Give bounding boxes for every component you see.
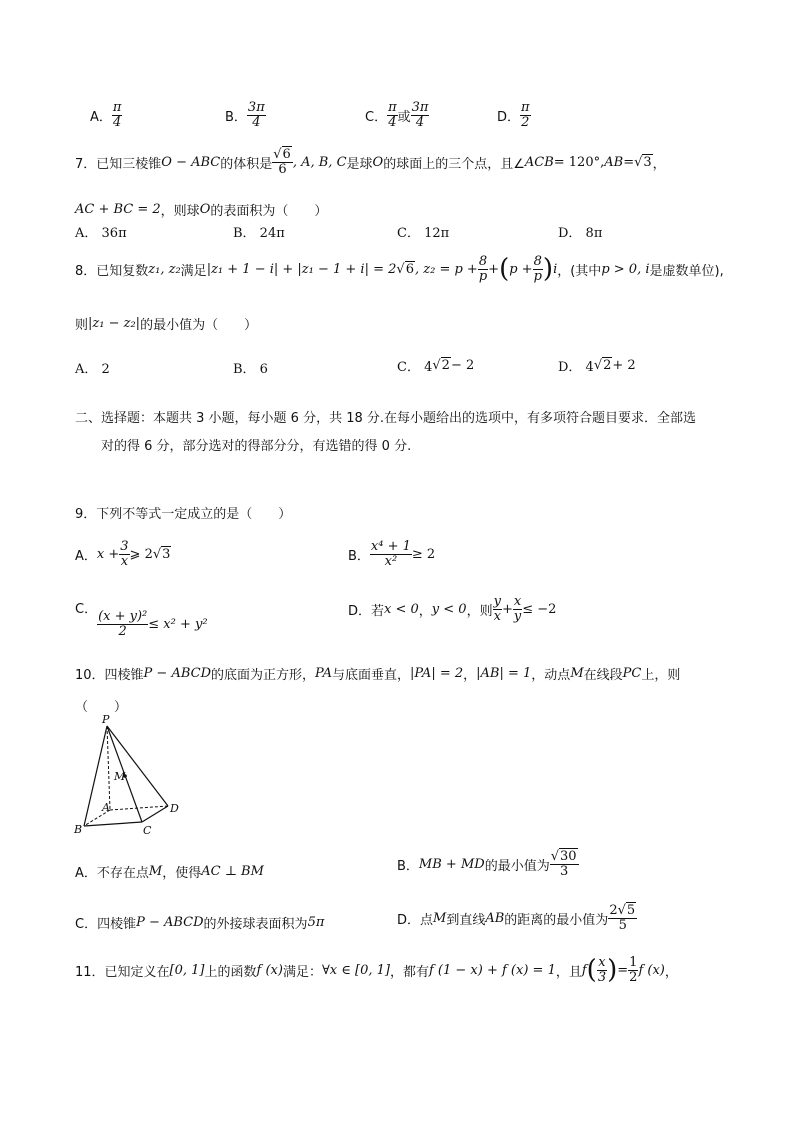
q8-text: 满足: [180, 263, 207, 279]
q6-option-c-label: C．: [365, 109, 388, 125]
q7-stem-line1: 7．已知三棱锥 O − ABC 的体积是 $\frac{√6}{6}$ , A, B, C 是球 O 的球面上的三个点，且∠ ACB = 120°, AB = √3 ，: [75, 147, 666, 177]
q8-fraction-2: $\frac{8}{p}$: [533, 253, 542, 284]
q8-option-d-sqrt: 2: [603, 358, 612, 373]
q10-option-b-label: B．: [397, 858, 419, 874]
q6-option-b-value: $\frac{3\pi}{4}$: [247, 100, 265, 130]
q8-option-d: D． 4 √2 + 2: [558, 358, 636, 375]
q9-option-a-label: A．: [75, 548, 97, 564]
q11-text: ，: [664, 964, 678, 980]
q7-math: ACB: [524, 154, 554, 170]
q10-pyramid-figure: [70, 712, 190, 840]
q7-math: O: [372, 154, 384, 170]
q8-text: ，(其中: [557, 263, 602, 279]
q6-option-d-label: D．: [497, 109, 521, 125]
q6-option-c-or: 或: [397, 109, 411, 125]
q6-option-b: [225, 101, 266, 129]
q9-option-b-label: B．: [348, 548, 370, 564]
section2-heading-line2: 对的得 6 分，部分选对的得部分分，有选错的得 0 分.: [101, 439, 412, 454]
q10-option-d-text: 到直线: [446, 912, 486, 928]
q9-option-a-math: x +: [96, 546, 120, 562]
section2-heading-line1: 二、选择题：本题共 3 小题，每小题 6 分，共 18 分.在每小题给出的选项中，有多项符合题目要求．全部选: [75, 411, 697, 426]
q11-math: f: [581, 962, 587, 978]
q6-options: [90, 101, 122, 129]
q8-option-c-sqrt: 2: [441, 358, 450, 373]
q11-math: f (x): [638, 962, 665, 978]
q10-option-b-text: 的最小值为: [484, 858, 550, 874]
q10-option-b-math: MB + MD: [418, 856, 485, 872]
q8-math: |z₁ − z₂|: [88, 316, 141, 331]
q10-option-d-fraction: $\frac{2√5}{5}$: [609, 903, 636, 933]
q8-text: 则: [75, 318, 89, 333]
q11-text: 上的函数: [204, 964, 257, 980]
q9-option-c-label: C．: [75, 602, 98, 617]
q10-option-b: [397, 850, 579, 878]
q8-option-d-label: D． 4: [558, 360, 594, 375]
q10-option-d-math: M: [433, 910, 447, 926]
q11-text: 满足：: [282, 964, 322, 980]
q10-math: PA: [315, 666, 332, 681]
q8-text: 是虚数单位),: [649, 263, 724, 279]
q10-option-d-text: 的距离的最小值为: [504, 912, 609, 928]
q9-option-b-fraction: $\frac{\text{x⁴ + 1}}{\text{x²}}$: [370, 539, 411, 569]
q7-option-a: A． 36π: [75, 226, 127, 241]
q11-paren-open: (: [586, 955, 597, 985]
q6-option-c: [365, 101, 429, 129]
q6-option-a-value: $\frac{\pi}{4}$: [112, 100, 122, 130]
label-p: P: [102, 713, 110, 726]
q6-option-c-value2: $\frac{3\pi}{4}$: [411, 100, 429, 130]
label-m: M: [114, 770, 126, 783]
q11-text: ，都有: [389, 964, 429, 980]
q7-text: 是球: [346, 156, 373, 172]
q9-stem: 9．下列不等式一定成立的是（ ）: [75, 507, 292, 522]
q7-stem-line2: [75, 200, 327, 219]
q9-option-c-rel: ≤ x² + y²: [148, 616, 208, 632]
q7-text: 的表面积为（ ）: [210, 204, 328, 219]
q11-math: f (1 − x) + f (x) = 1: [428, 962, 556, 978]
q11-text: ，且: [555, 964, 582, 980]
q7-sqrt: 3: [643, 154, 652, 170]
q10-option-a-text: A．不存在点: [75, 866, 149, 881]
edge-ad: [110, 806, 168, 810]
q8-stem-line2: [75, 314, 257, 333]
q9-option-d-rel: ≤ −2: [522, 601, 557, 617]
q8-text: 的最小值为（ ）: [140, 318, 258, 333]
q7-math: O − ABC: [161, 154, 221, 170]
label-a: A: [102, 801, 110, 814]
q7-text: 的球面上的三个点，且∠: [383, 156, 525, 172]
q11-math: [0, 1]: [169, 962, 205, 978]
q7-option-b: B． 24π: [233, 226, 285, 241]
q8-math: , z₂ = p +: [414, 261, 478, 277]
q9-option-a-fraction: $\frac{3}{x}$: [120, 539, 129, 569]
q9-option-a: A． x + $\frac{3}{x}$ ⩾ 2 √3: [75, 539, 171, 569]
q9-option-d: [348, 595, 556, 623]
q6-option-d-value: $\frac{\pi}{2}$: [521, 100, 530, 130]
q7-option-d: D． 8π: [558, 226, 603, 241]
q10-math: |AB| = 1: [476, 666, 532, 681]
edge-bc: [84, 822, 142, 826]
q10-math: |PA| = 2: [410, 666, 464, 681]
q9-option-c: [75, 598, 208, 638]
q11-math: ∀x ∈ [0, 1]: [321, 962, 390, 978]
q9-option-a-rel: ⩾ 2: [129, 546, 153, 562]
q7-math: , A, B, C: [292, 154, 347, 170]
q9-option-d-math: y < 0: [431, 601, 467, 617]
q10-text: 的底面为正方形，: [211, 668, 316, 683]
q7-text: 7．已知三棱锥: [75, 156, 162, 172]
q7-text: 的体积是: [220, 156, 273, 172]
edge-cd: [142, 806, 168, 822]
q8-math: i: [553, 261, 558, 277]
q6-option-d: [497, 101, 531, 129]
q11-text: 11．已知定义在: [75, 964, 170, 980]
q8-fraction: $\frac{8}{p}$: [478, 253, 488, 284]
q9-option-a-sqrt: 3: [162, 546, 171, 562]
q10-math: M: [570, 666, 584, 681]
q6-option-c-value1: $\frac{\pi}{4}$: [388, 100, 397, 130]
q8-math: p > 0, i: [601, 261, 650, 277]
q10-stem: [75, 664, 680, 683]
label-b: B: [74, 823, 83, 836]
q8-option-b: B． 6: [233, 362, 268, 377]
edge-pa: [107, 726, 110, 810]
q9-option-b-rel: ≥ 2: [411, 546, 436, 562]
q9-option-d-plus: +: [501, 601, 513, 617]
q11-fraction-x3: $\frac{x}{3}$: [597, 954, 607, 985]
q9-option-d-math: x < 0: [384, 601, 419, 617]
q10-option-c-math: 5π: [307, 915, 325, 930]
q8-option-d-tail: + 2: [612, 358, 636, 373]
q10-answer-paren: （ ）: [75, 700, 128, 715]
q10-option-b-fraction: $\frac{√30}{3}$: [550, 849, 577, 879]
q9-option-d-label: D．若: [348, 603, 385, 619]
q10-option-c: [75, 913, 324, 932]
q10-option-a-math: AC ⊥ BM: [201, 864, 264, 879]
q11-stem: [75, 955, 678, 985]
q10-text: ，动点: [531, 668, 571, 683]
q8-paren-open: (: [499, 254, 510, 284]
edge-pd: [107, 726, 168, 806]
q11-math: =: [617, 962, 629, 978]
q9-option-d-fraction2: $\frac{x}{y}$: [513, 594, 522, 624]
q8-math: z₁, z₂: [148, 261, 181, 277]
q10-text: 在线段: [583, 668, 623, 683]
q10-option-a-text: ，使得: [162, 866, 202, 881]
q8-math: +: [488, 261, 500, 277]
q10-math: PC: [622, 666, 642, 681]
q10-text: 10．四棱锥: [75, 668, 144, 683]
q8-text: 8．已知复数: [75, 263, 149, 279]
q8-sqrt: 6: [405, 261, 414, 277]
q10-text: 上，则: [641, 668, 681, 683]
q9-option-c-fraction: $\frac{\text{(x + y)²}}{2}$: [98, 609, 148, 639]
q7-math: O: [199, 202, 211, 217]
q8-option-c: C． 4 √2 − 2: [397, 358, 475, 375]
q7-math: = 120°,: [553, 154, 605, 170]
q7-math: AB: [604, 154, 624, 170]
q6-option-b-label: B．: [225, 109, 247, 125]
q7-text: ，则球: [160, 204, 200, 219]
q10-text: 与底面垂直，: [331, 668, 410, 683]
q7-math: =: [623, 154, 635, 170]
q7-math: AC + BC = 2: [75, 202, 161, 217]
q9-option-b: [348, 540, 435, 568]
q10-option-c-text: C．四棱锥: [75, 917, 137, 932]
q10-option-c-math: P − ABCD: [136, 915, 204, 930]
q9-option-d-text: ，则: [466, 603, 493, 619]
q8-option-c-tail: − 2: [450, 358, 475, 373]
q11-math: f (x): [256, 962, 283, 978]
q10-option-d-text: D．点: [397, 912, 434, 928]
q11-paren-close: ): [607, 955, 618, 985]
q10-option-c-text: 的外接球表面积为: [203, 917, 308, 932]
q10-option-d-math: AB: [485, 910, 505, 926]
q8-math: p +: [509, 261, 533, 277]
q8-stem-line1: 8．已知复数 z₁, z₂ 满足 |z₁ + 1 − i| + |z₁ − 1 + i| = 2 √6 , z₂ = p + $\frac{8}{p}$ + ( p + $\frac{8}{p}$ ) i ，(其中 p > 0, i 是虚数单位),: [75, 253, 724, 284]
q8-paren-close: ): [542, 254, 554, 284]
q11-fraction-half: $\frac{1}{2}$: [629, 954, 638, 985]
q9-option-d-text: ，: [418, 603, 432, 619]
q10-math: P − ABCD: [143, 666, 212, 681]
q10-option-a: [75, 862, 264, 881]
q10-option-a-math: M: [148, 864, 163, 879]
q8-option-c-label: C． 4: [397, 360, 433, 375]
q8-math: |z₁ + 1 − i| + |z₁ − 1 + i| = 2: [206, 261, 397, 277]
q10-text: ，: [463, 668, 477, 683]
label-d: D: [170, 802, 179, 815]
q7-text: ，: [652, 156, 666, 172]
q6-option-a-label: A．: [90, 109, 112, 125]
q7-option-c: C． 12π: [397, 226, 450, 241]
q7-volume-fraction: $\frac{√6}{6}$: [273, 147, 291, 177]
q9-option-d-fraction1: $\frac{y}{x}$: [493, 594, 501, 624]
q10-option-d: [397, 904, 637, 932]
q8-option-a: A． 2: [75, 362, 110, 377]
label-c: C: [143, 824, 152, 837]
